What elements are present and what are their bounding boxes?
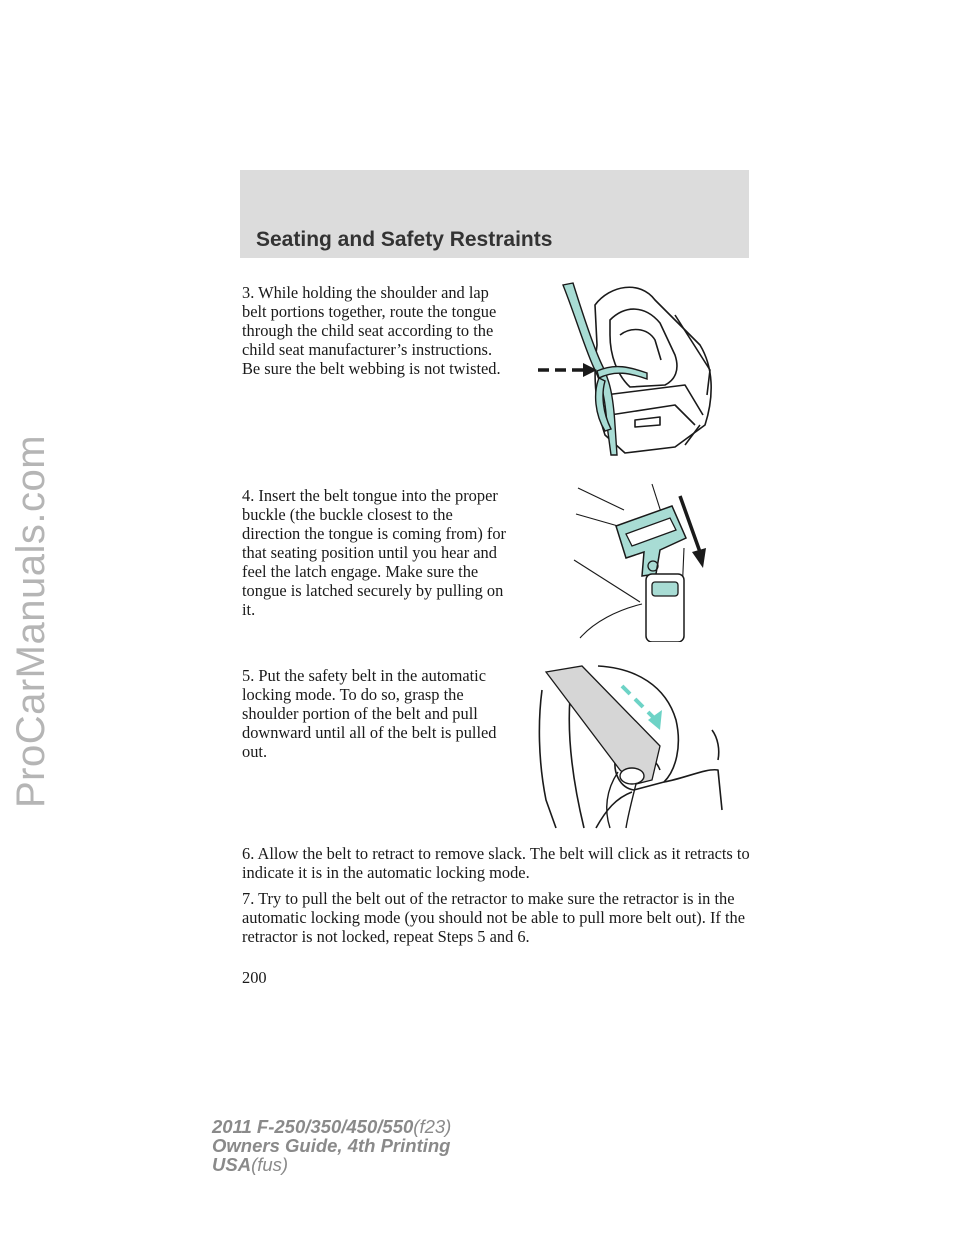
footer: [212, 1117, 451, 1174]
watermark-text: ProCarManuals.com: [9, 434, 54, 808]
step-6-text: 6. Allow the belt to retract to remove slack. The belt will click as it retracts to indicate it is in the automatic locking mode.: [242, 844, 750, 882]
footer-region-code: (fus): [251, 1154, 289, 1175]
child-seat-illustration: [535, 275, 725, 465]
footer-guide: Owners Guide, 4th Printing: [212, 1135, 451, 1156]
section-header: [240, 170, 749, 258]
step-4-text: 4. Insert the belt tongue into the proper buckle (the buckle closest to the direction the tongue is coming from) for that seating position until you hear and feel the latch engage. Make sure the tongue is latched securely by pulling on it.: [242, 486, 507, 619]
step-3-text: 3. While holding the shoulder and lap belt portions together, route the tongue through the child seat according to the child seat manufacturer’s instructions. Be sure the belt webbing is not twisted.: [242, 283, 501, 378]
buckle-illustration: [572, 482, 722, 642]
shoulder-belt-illustration: [536, 660, 726, 830]
page-number: 200: [242, 968, 267, 987]
footer-model-code: (f23): [413, 1116, 452, 1137]
step-5-text: 5. Put the safety belt in the automatic locking mode. To do so, grasp the shoulder portion of the belt and pull downward until all of the belt is pulled out.: [242, 666, 497, 761]
footer-region: USA: [212, 1154, 252, 1175]
section-title: Seating and Safety Restraints: [256, 228, 553, 251]
watermark: [0, 0, 72, 1242]
footer-line-3: [212, 1155, 451, 1174]
step-7-text: 7. Try to pull the belt out of the retractor to make sure the retractor is in the automatic locking mode (you should not be able to pull more belt out). If the retractor is not locked, repeat Steps 5 and 6.: [242, 889, 745, 946]
footer-line-1: [212, 1117, 451, 1136]
footer-model: 2011 F-250/350/450/550: [212, 1116, 414, 1137]
